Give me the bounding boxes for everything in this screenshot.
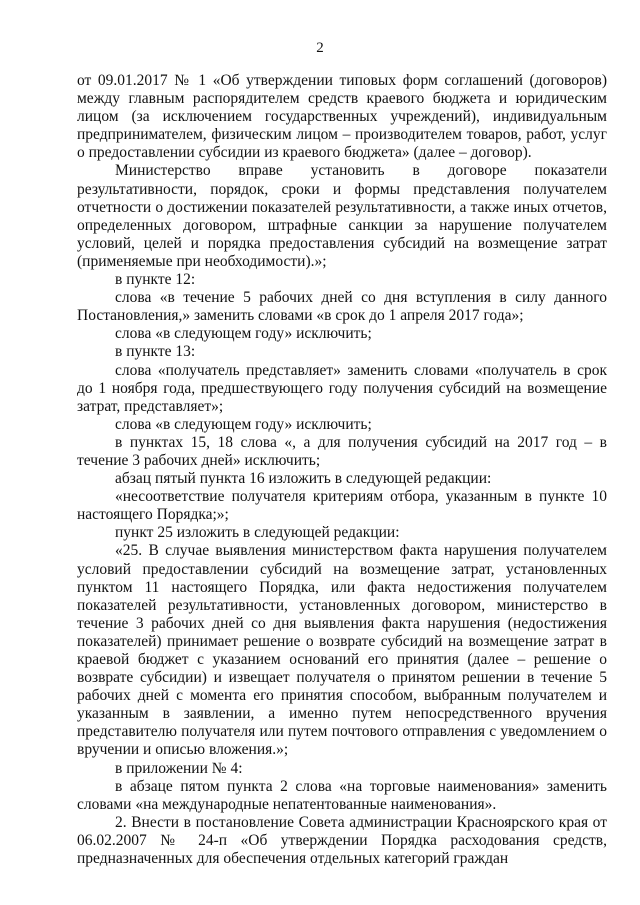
- paragraph: абзац пятый пункта 16 изложить в следующей редакции:: [115, 470, 492, 488]
- paragraph: в пункте 12:: [115, 271, 196, 289]
- paragraph: в пунктах 15, 18 слова «, а для получения субсидий на 2017 год – в течение 3 рабочих дней» исключить;: [77, 433, 607, 469]
- document-body: [77, 72, 607, 868]
- paragraph: «25. В случае выявления министерством факта нарушения получателем условий предоставлении субсидий на возмещение затрат, установленных пунктом 11 настоящего Порядка, или факта недостижения получателем показателей результативности, установленных договором, министерство в течение 3 рабочих дней со дня выявления факта нарушения (недостижения показателей) принимает решение о возврате субсидий на возмещение затрат в краевой бюджет с указанием оснований его принятия (далее – решение о возврате субсидии) и извещает получателя о принятом решении в течение 5 рабочих дней с момента его принятия способом, выбранным получателем и указанным в заявлении, а именно путем непосредственного вручения представителю получателя или путем почтового отправления с уведомлением о вручении и описью вложения.»;: [77, 542, 607, 759]
- paragraph: в приложении № 4:: [115, 759, 243, 777]
- page-number: 2: [316, 40, 324, 56]
- paragraph: слова «в следующем году» исключить;: [115, 415, 372, 433]
- paragraph: в абзаце пятом пункта 2 слова «на торговые наименования» заменить словами «на международные непатентованные наименования».: [77, 777, 607, 813]
- paragraph: пункт 25 изложить в следующей редакции:: [115, 524, 400, 542]
- paragraph: слова «получатель представляет» заменить словами «получатель в срок до 1 ноября года, предшествующего году получения субсидий на возмещение затрат, представляет»;: [77, 361, 607, 415]
- paragraph: «несоответствие получателя критериям отбора, указанным в пункте 10 настоящего Порядка;»;: [77, 488, 607, 524]
- paragraph: от 09.01.2017 № 1 «Об утверждении типовых форм соглашений (договоров) между главным распорядителем средств краевого бюджета и юридическим лицом (за исключением государственных учреждений), индивидуальным предпринимателем, физическим лицом – производителем товаров, работ, услуг о предоставлении субсидии из краевого бюджета» (далее – договор).: [77, 72, 607, 162]
- paragraph: 2. Внести в постановление Совета администрации Красноярского края от 06.02.2007 № 24-п «Об утверждении Порядка расходования средств, предназначенных для обеспечения отдельных категорий граждан: [77, 813, 607, 868]
- paragraph: слова «в течение 5 рабочих дней со дня вступления в силу данного Постановления,» заменить словами «в срок до 1 апреля 2017 года»;: [77, 289, 607, 325]
- paragraph: Министерство вправе установить в договоре показатели результативности, порядок, сроки и формы представления получателем отчетности о достижении показателей результативности, а также иных отчетов, определенных договором, штрафные санкции за нарушение получателем условий, целей и порядка предоставления субсидий на возмещение затрат (применяемые при необходимости).»;: [77, 162, 607, 270]
- paragraph: в пункте 13:: [115, 343, 196, 361]
- paragraph: слова «в следующем году» исключить;: [115, 325, 372, 343]
